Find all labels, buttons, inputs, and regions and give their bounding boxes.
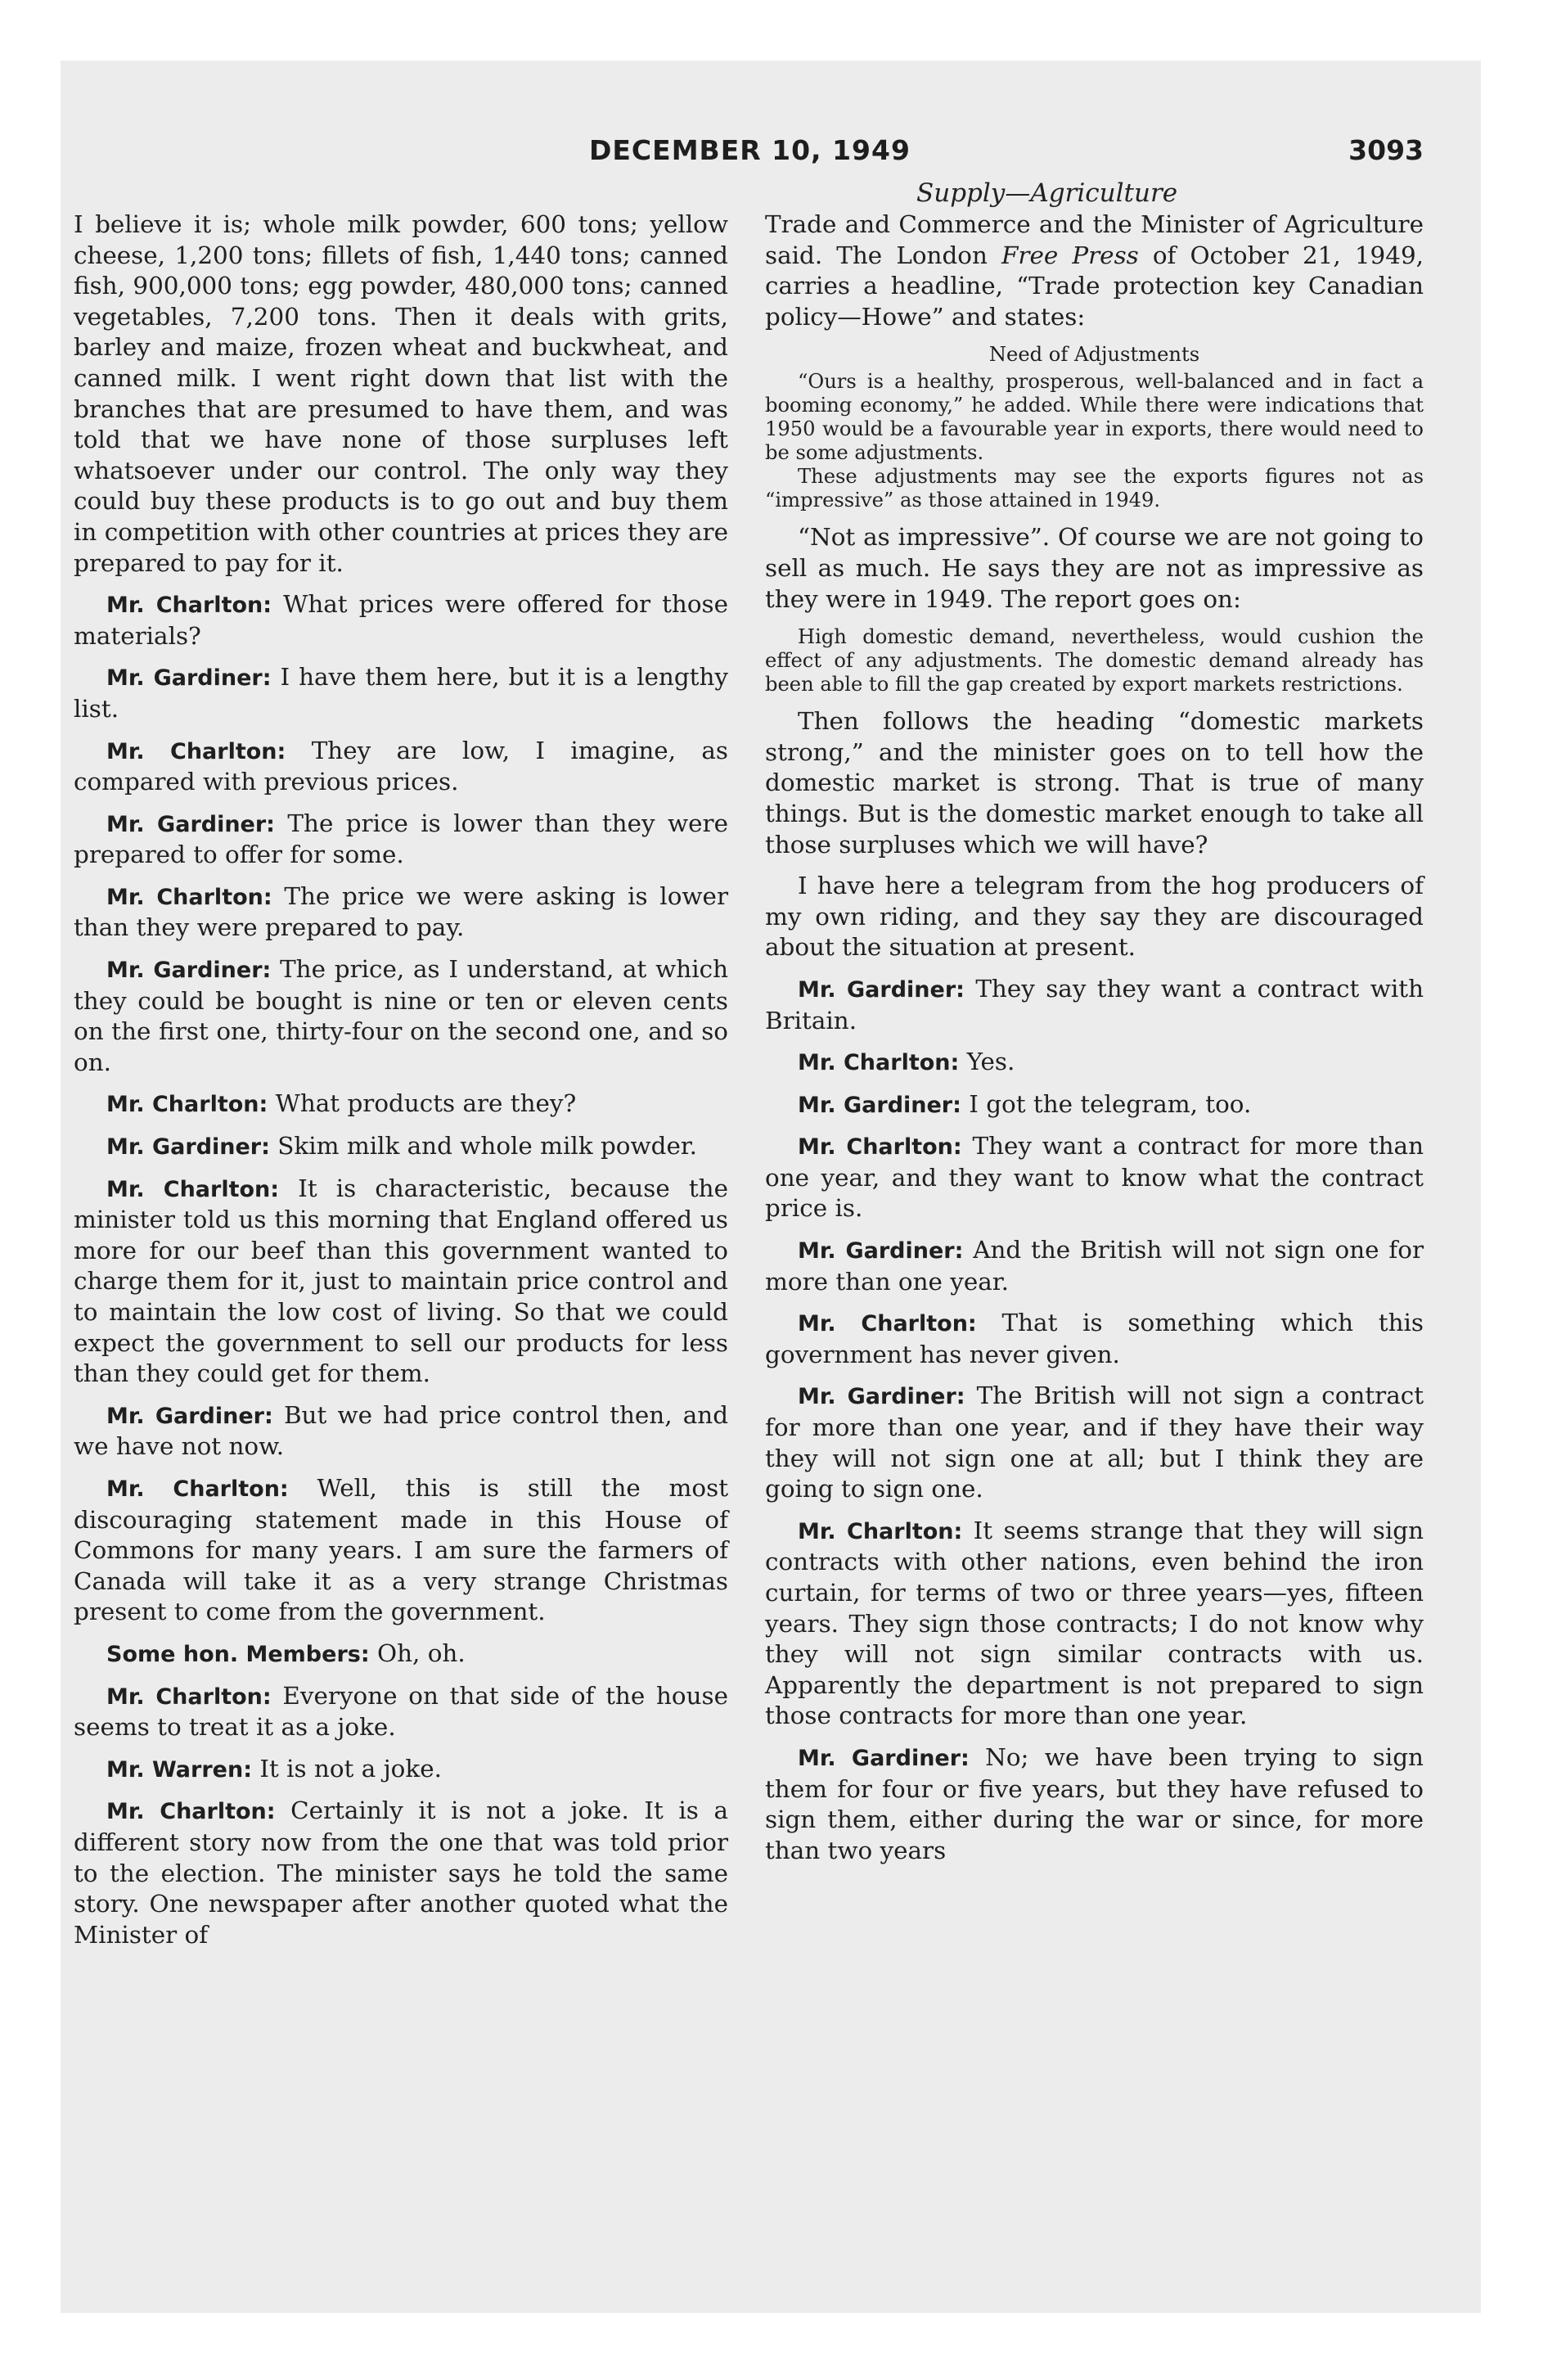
paragraph: Then follows the heading “domestic markets strong,” and the minister goes on to tell how the domestic market is strong. That is true of many things. But is the domestic market enough to take all those surpluses which we will have? <box>765 707 1424 859</box>
speaker-name: Mr. Charlton: <box>798 1518 963 1544</box>
speech-text: What products are they? <box>275 1089 577 1118</box>
speaker-name: Mr. Charlton: <box>106 884 272 910</box>
speech-turn <box>74 736 728 798</box>
speech-text: Oh, oh. <box>376 1639 466 1667</box>
speech-turn <box>765 1235 1424 1297</box>
paragraph: “Not as impressive”. Of course we are not going to sell as much. He says they are not as impressive as they were in 1949. The report goes on: <box>765 523 1424 613</box>
speech-turn <box>74 1473 728 1628</box>
speaker-name: Mr. Gardiner: <box>106 665 272 692</box>
quote-paragraph: High domestic demand, nevertheless, would cushion the effect of any adjustments. The domestic demand already has been able to fill the gap created by export markets restrictions. <box>765 625 1424 696</box>
speech-turn <box>765 1516 1424 1732</box>
speech-text: It is not a joke. <box>259 1754 442 1783</box>
right-column <box>765 210 1424 1877</box>
speech-turn <box>74 1639 728 1670</box>
speaker-name: Mr. Gardiner: <box>798 1092 961 1118</box>
speaker-name: Mr. Gardiner: <box>106 958 272 984</box>
speech-text: It seems strange that they will sign contracts with other nations, even behind the iron curtain, for terms of two or three years—yes, fifteen years. They sign those contracts; I do not know why they will not sign similar contracts with us. Apparently the department is not prepared to sign those contracts for more than one year. <box>765 1516 1424 1730</box>
speech-text: But we had price control then, and we have not now. <box>74 1400 729 1461</box>
speaker-name: Mr. Charlton: <box>106 1799 276 1825</box>
speech-turn <box>74 954 728 1078</box>
paragraph-text: Trade and Commerce and the Minister of Agriculture said. The London <box>765 210 1424 269</box>
quote-paragraph: “Ours is a healthy, prosperous, well-balanced and in fact a booming economy,” he added. While there were indications that 1950 would be a favourable year in exports, there would need to be some adjustments. <box>765 370 1424 465</box>
speaker-name: Mr. Gardiner: <box>798 1745 970 1771</box>
paragraph: I have here a telegram from the hog producers of my own riding, and they say they are discouraged about the situation at present. <box>765 872 1424 962</box>
speaker-name: Mr. Charlton: <box>798 1134 962 1161</box>
speech-text: The price we were asking is lower than they were prepared to pay. <box>74 881 728 942</box>
newspaper-title: Free Press <box>1001 241 1139 269</box>
quote-heading: Need of Adjustments <box>988 343 1200 367</box>
left-column <box>74 210 728 1961</box>
speech-turn <box>74 1796 728 1950</box>
speaker-name: Mr. Gardiner: <box>106 1134 270 1161</box>
speech-turn <box>765 1742 1424 1866</box>
speech-text: They want a contract for more than one year, and they want to know what the contract price is. <box>765 1132 1424 1223</box>
speaker-name: Mr. Gardiner: <box>106 811 275 837</box>
speech-turn <box>74 589 728 651</box>
speech-turn <box>74 1089 728 1120</box>
speaker-name: Mr. Gardiner: <box>106 1403 273 1429</box>
speaker-name: Mr. Gardiner: <box>798 1384 965 1410</box>
speaker-name: Mr. Gardiner: <box>798 976 965 1003</box>
speech-turn <box>74 662 728 724</box>
speech-text: It is characteristic, because the minister told us this morning that England offered us more for our beef than this government wanted to charge them for it, just to maintain price control and to maintain the low cost of living. So that we could expect the government to sell our products for less than they could get for them. <box>74 1174 729 1388</box>
page-number: 3093 <box>1348 134 1424 166</box>
speech-text: They say they want a contract with Britain. <box>765 974 1424 1034</box>
speech-text: Yes. <box>966 1048 1015 1076</box>
speaker-name: Mr. Charlton: <box>106 593 272 619</box>
speech-text: That is something which this government has never given. <box>765 1309 1424 1368</box>
speech-turn <box>765 1089 1424 1121</box>
speech-text: They are low, I imagine, as compared with previous prices. <box>74 736 729 796</box>
block-quote <box>765 370 1424 512</box>
speaker-name: Mr. Gardiner: <box>798 1238 964 1264</box>
section-title: Supply—Agriculture <box>916 178 1178 208</box>
speech-turn <box>74 1681 728 1743</box>
header-date: DECEMBER 10, 1949 <box>589 134 911 166</box>
speech-text: No; we have been trying to sign them for four or five years, but they have refused to sign them, either during the war or since, for more than two years <box>765 1742 1424 1864</box>
speech-turn <box>765 1308 1424 1370</box>
speech-turn <box>765 1131 1424 1224</box>
speech-text: Everyone on that side of the house seems to treat it as a joke. <box>74 1681 729 1742</box>
speech-turn <box>765 1381 1424 1504</box>
speech-text: I have them here, but it is a lengthy list. <box>74 663 729 723</box>
speech-text: Certainly it is not a joke. It is a different story now from the one that was told prior to the election. The minister says he told the same story. One newspaper after another quoted what the Minister of <box>74 1796 729 1949</box>
speaker-name: Mr. Charlton: <box>106 1476 289 1502</box>
speech-turn <box>74 809 728 871</box>
speaker-name: Mr. Charlton: <box>798 1050 960 1076</box>
speech-text: The British will not sign a contract for more than one year, and if they have their way they will not sign one at all; but I think they are going to sign one. <box>765 1382 1424 1503</box>
paragraph <box>74 210 728 579</box>
speech-text: And the British will not sign one for more than one year. <box>765 1236 1424 1296</box>
speaker-name: Some hon. Members: <box>106 1641 370 1667</box>
speaker-name: Mr. Warren: <box>106 1756 252 1783</box>
speech-turn <box>765 974 1424 1036</box>
block-quote <box>765 625 1424 696</box>
speaker-name: Mr. Charlton: <box>106 738 286 764</box>
speech-text: Skim milk and whole milk powder. <box>277 1132 698 1161</box>
speech-turn <box>74 1754 728 1786</box>
speech-text: The price, as I understand, at which they could be bought is nine or ten or eleven cents on the first one, thirty-four on the second one, and so on. <box>74 955 728 1076</box>
speaker-name: Mr. Charlton: <box>106 1092 268 1118</box>
speaker-name: Mr. Charlton: <box>798 1311 977 1337</box>
speech-text: What prices were offered for those materials? <box>74 590 729 650</box>
speech-turn <box>765 1047 1424 1079</box>
paragraph-text: I believe it is; whole milk powder, 600 tons; yellow cheese, 1,200 tons; fillets of fish, 1,440 tons; canned fish, 900,000 tons; egg powder, 480,000 tons; canned vegetables, 7,200 tons. Then it deals with grits, barley and maize, frozen wheat and buckwheat, and canned milk. I went right down that list with the branches that are presumed to have them, and was told that we have none of those surpluses left whatsoever under our control. The only way they could buy these products is to go out and buy them in competition with other countries at prices they are prepared to pay for it. <box>74 210 728 577</box>
paragraph <box>765 210 1424 332</box>
quote-paragraph: These adjustments may see the exports figures not as “impressive” as those attained in 1949. <box>765 465 1424 512</box>
speech-turn <box>74 1131 728 1163</box>
speaker-name: Mr. Charlton: <box>106 1176 280 1202</box>
speech-turn <box>74 1174 728 1390</box>
speech-turn <box>74 881 728 944</box>
speech-turn <box>74 1400 728 1463</box>
speech-text: Well, this is still the most discouraging statement made in this House of Commons for many years. I am sure the farmers of Canada will take it as a very strange Christmas present to come from the government. <box>74 1473 729 1626</box>
speaker-name: Mr. Charlton: <box>106 1684 272 1710</box>
speech-text: The price is lower than they were prepared to offer for some. <box>74 809 728 869</box>
speech-text: I got the telegram, too. <box>969 1089 1252 1118</box>
paragraph-text: of October 21, 1949, carries a headline, “Trade protection key Canadian policy—Howe” and states: <box>765 241 1424 331</box>
